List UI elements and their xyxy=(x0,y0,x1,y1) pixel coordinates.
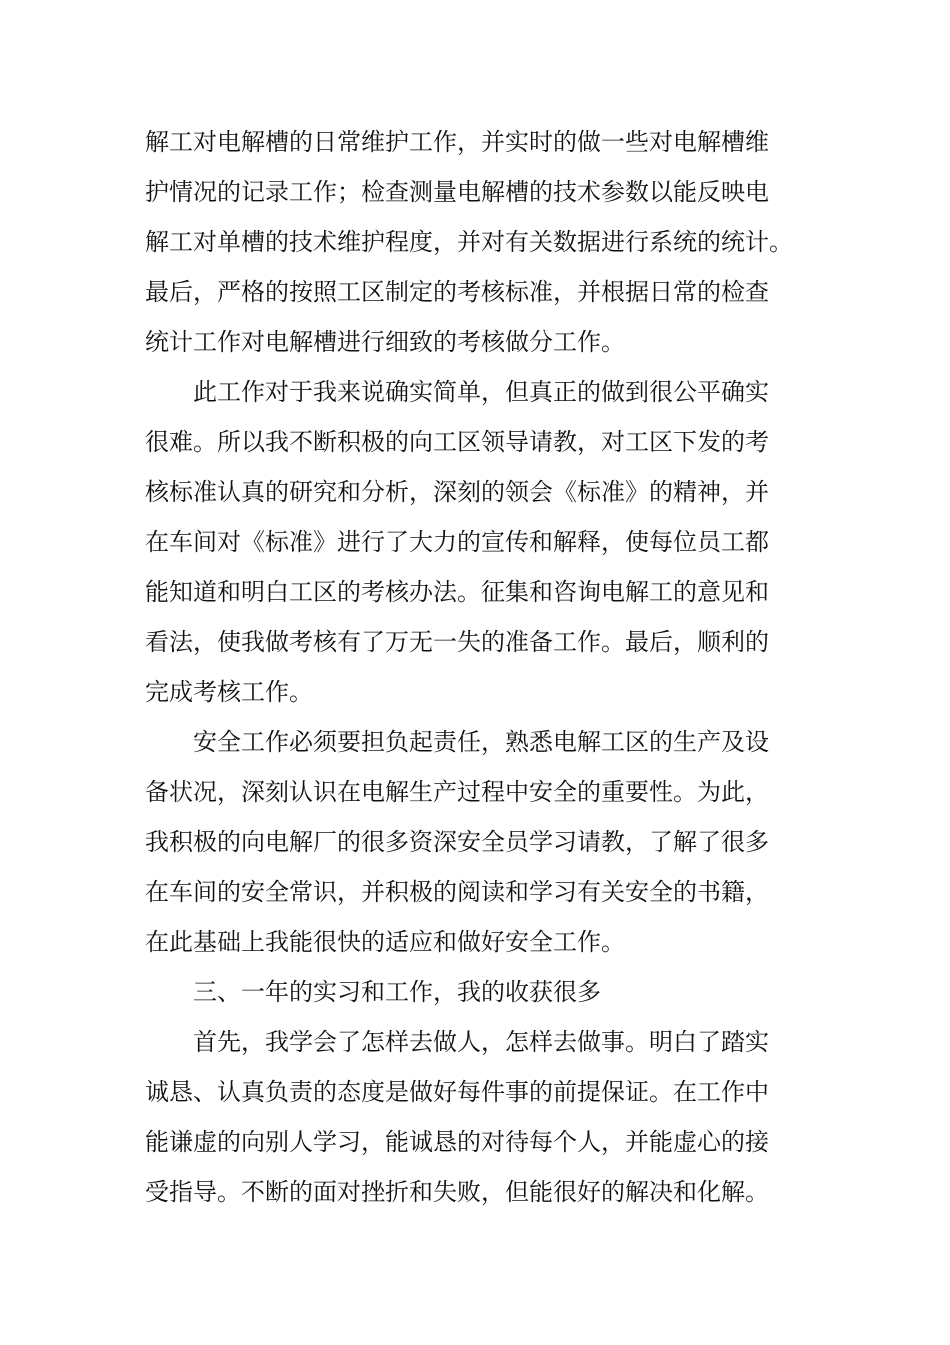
text-line: 统计工作对电解槽进行细致的考核做分工作。 xyxy=(145,328,625,356)
text-line: 备状况，深刻认识在电解生产过程中安全的重要性。为此， xyxy=(145,778,769,806)
paragraph-first-line: 安全工作必须要担负起责任，熟悉电解工区的生产及设 xyxy=(193,728,769,756)
text-line: 护情况的记录工作；检查测量电解槽的技术参数以能反映电 xyxy=(145,178,769,206)
text-line: 能知道和明白工区的考核办法。征集和咨询电解工的意见和 xyxy=(145,578,769,606)
text-line: 能谦虚的向别人学习，能诚恳的对待每个人，并能虚心的接 xyxy=(145,1128,769,1156)
text-line: 在车间对《标准》进行了大力的宣传和解释，使每位员工都 xyxy=(145,528,769,556)
paragraph-first-line: 此工作对于我来说确实简单，但真正的做到很公平确实 xyxy=(193,378,769,406)
text-line: 在此基础上我能很快的适应和做好安全工作。 xyxy=(145,928,625,956)
text-line: 最后，严格的按照工区制定的考核标准，并根据日常的检查 xyxy=(145,278,769,306)
text-line: 看法，使我做考核有了万无一失的准备工作。最后，顺利的 xyxy=(145,628,769,656)
section-heading: 三、一年的实习和工作，我的收获很多 xyxy=(193,978,601,1006)
text-line: 完成考核工作。 xyxy=(145,678,313,706)
text-line: 诚恳、认真负责的态度是做好每件事的前提保证。在工作中 xyxy=(145,1078,769,1106)
text-line: 核标准认真的研究和分析，深刻的领会《标准》的精神，并 xyxy=(145,478,769,506)
text-line: 在车间的安全常识，并积极的阅读和学习有关安全的书籍， xyxy=(145,878,769,906)
text-line: 很难。所以我不断积极的向工区领导请教，对工区下发的考 xyxy=(145,428,769,456)
text-line: 解工对单槽的技术维护程度，并对有关数据进行系统的统计。 xyxy=(145,228,793,256)
text-line: 解工对电解槽的日常维护工作，并实时的做一些对电解槽维 xyxy=(145,128,769,156)
text-line: 受指导。不断的面对挫折和失败，但能很好的解决和化解。 xyxy=(145,1178,769,1206)
paragraph-first-line: 首先，我学会了怎样去做人，怎样去做事。明白了踏实 xyxy=(193,1028,769,1056)
text-line: 我积极的向电解厂的很多资深安全员学习请教，了解了很多 xyxy=(145,828,769,856)
